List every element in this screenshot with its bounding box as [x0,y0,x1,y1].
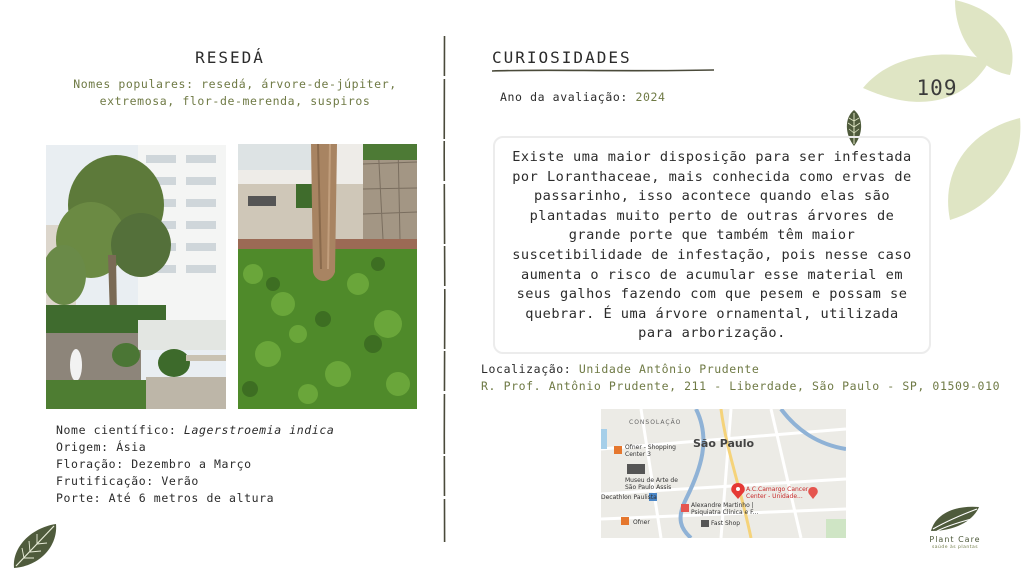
fruiting-row: Frutificação: Verão [56,474,199,488]
year-label: Ano da avaliação: [500,90,628,104]
scientific-name-row [56,422,396,439]
address: R. Prof. Antônio Prudente, 211 - Liberdade, São Paulo - SP, 01509-010 [481,379,1001,393]
divider [443,36,446,542]
curiosities-title: CURIOSIDADES [492,48,632,67]
evaluation-year [500,90,666,104]
origin-row: Origem: Ásia [56,440,147,454]
map-city-label: São Paulo [693,437,755,450]
scientific-name-label: Nome científico: [56,423,177,437]
map-poi-target: A.C.Camargo Cancer Center - Unidade... [746,486,809,500]
location [481,361,1000,395]
leaf-icon [10,522,60,570]
location-row [481,361,1000,378]
logo-tagline: saúde às plantas [931,545,979,550]
map-poi-hospital: Alexandre Martinho | Psiquiatra Clínica e F... [691,502,759,516]
map-district-label: CONSOLAÇÃO [629,419,682,426]
plant-details [56,422,396,507]
map-poi-shopping: Ofner - Shopping Center 3 [625,444,676,458]
map-poi-decathlon: Decathlon Paulista [601,494,657,501]
location-map[interactable] [601,409,846,538]
logo-name: Plant Care [929,535,981,544]
species-title: RESEDÁ [195,48,265,67]
year-value: 2024 [635,90,666,104]
plant-care-logo-icon [929,503,981,533]
map-poi-ofner: Ofner [633,519,650,526]
flowering-row: Floração: Dezembro a Março [56,457,252,471]
size-row: Porte: Até 6 metros de altura [56,491,275,505]
map-poi-fastshop: Fast Shop [711,520,741,527]
popular-names-value: resedá, árvore-de-júpiter, extremosa, flor-de-merenda, suspiros [99,77,397,108]
trunk-photo [238,144,417,409]
map-poi-museum: Museu de Arte de São Paulo Assis [625,477,678,491]
scientific-name-value: Lagerstroemia indica [183,423,335,437]
popular-names [36,76,434,110]
popular-names-label: Nomes populares: [73,77,194,91]
curiosity-box: Existe uma maior disposição para ser infestada por Loranthaceae, mais conhecida como ervas de passarinho, isso acontece quando elas são plantadas muito perto de outras árvores de grande porte que também têm maior suscetibilidade de infestação, pois nesse caso aumenta o risco de acumular esse material em seus galhos fazendo com que pesem e possam se quebrar. É uma árvore ornamental, utilizada para arborização. [493,136,931,354]
location-value: Unidade Antônio Prudente [578,362,760,376]
title-underline [492,68,714,74]
page-number: 109 [916,76,958,100]
location-label: Localização: [481,362,572,376]
tree-photo [46,145,226,409]
